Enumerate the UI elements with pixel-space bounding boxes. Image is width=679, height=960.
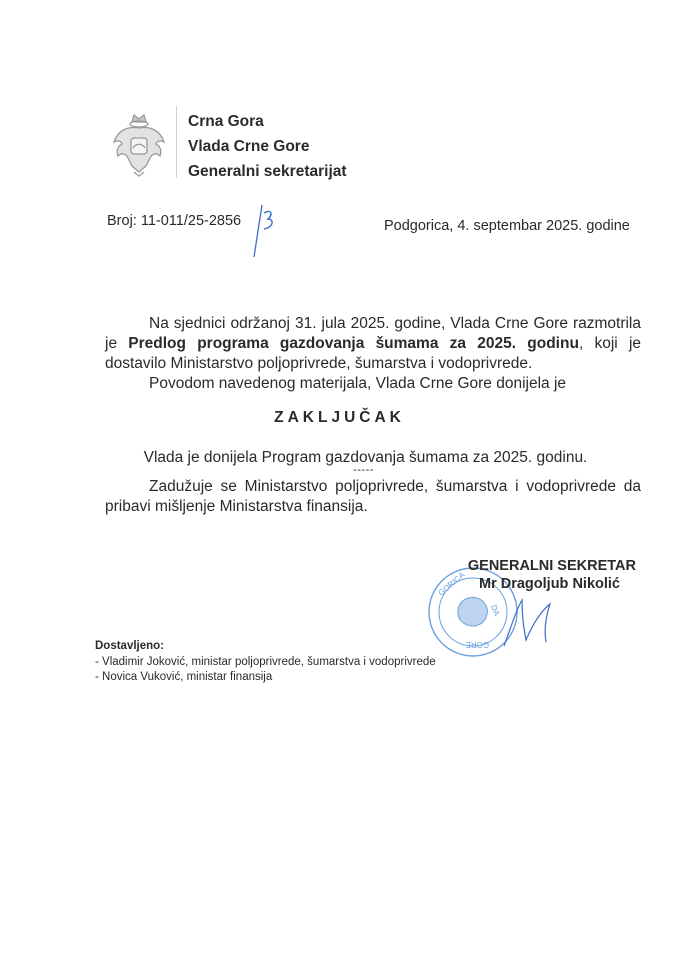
handwritten-signature-icon — [500, 590, 560, 650]
reference-value: 11-011/25-2856 — [140, 213, 242, 229]
svg-text:DA: DA — [489, 603, 502, 618]
conclusion-2: Zadužuje se Ministarstvo poljoprivrede, šumarstva i vodoprivrede da pribavi mišljenje Ministarstva finansija. — [105, 478, 641, 515]
reference-number — [107, 213, 241, 229]
distribution-label: Dostavljeno: — [95, 640, 165, 652]
conclusion-1: Vlada je donijela Program gazdovanja šumama za 2025. godinu. — [143, 449, 588, 466]
handwritten-number-icon — [252, 203, 282, 259]
distribution-list — [95, 655, 436, 685]
intro-text-2: , koji je dostavilo Ministarstvo poljoprivrede, šumarstva i vodoprivrede. — [105, 335, 642, 372]
svg-text:GORICA: GORICA — [436, 570, 467, 598]
government-name: Vlada Crne Gore — [188, 138, 310, 155]
intro-text-1: Na sjednici održanoj 31. jula 2025. godine, Vlada Crne Gore razmotrila je — [105, 315, 641, 352]
distribution-item: - Novica Vuković, ministar finansija — [95, 671, 273, 683]
header-divider — [176, 106, 177, 178]
signatory-title: GENERALNI SEKRETAR — [467, 558, 636, 574]
coat-of-arms-icon — [110, 110, 168, 178]
place-and-date: Podgorica, 4. septembar 2025. godine — [384, 218, 630, 234]
country-name: Crna Gora — [188, 113, 264, 130]
distribution-item: - Vladimir Joković, ministar poljoprivrede, šumarstva i vodoprivrede — [95, 656, 436, 668]
decision-intro: Povodom navedenog materijala, Vlada Crne Gore donijela je — [149, 375, 567, 392]
department-name: Generalni sekretarijat — [188, 163, 347, 180]
intro-bold-subject: Predlog programa gazdovanja šumama za 2025. godinu — [128, 335, 579, 352]
intro-paragraph — [105, 314, 641, 394]
document-title: ZAKLJUČAK — [274, 409, 405, 426]
separator: ----- — [353, 464, 374, 476]
signatory-name: Mr Dragoljub Nikolić — [479, 576, 620, 592]
svg-text:GORE: GORE — [465, 640, 489, 649]
letterhead — [188, 109, 347, 184]
reference-label: Broj: — [107, 213, 137, 229]
